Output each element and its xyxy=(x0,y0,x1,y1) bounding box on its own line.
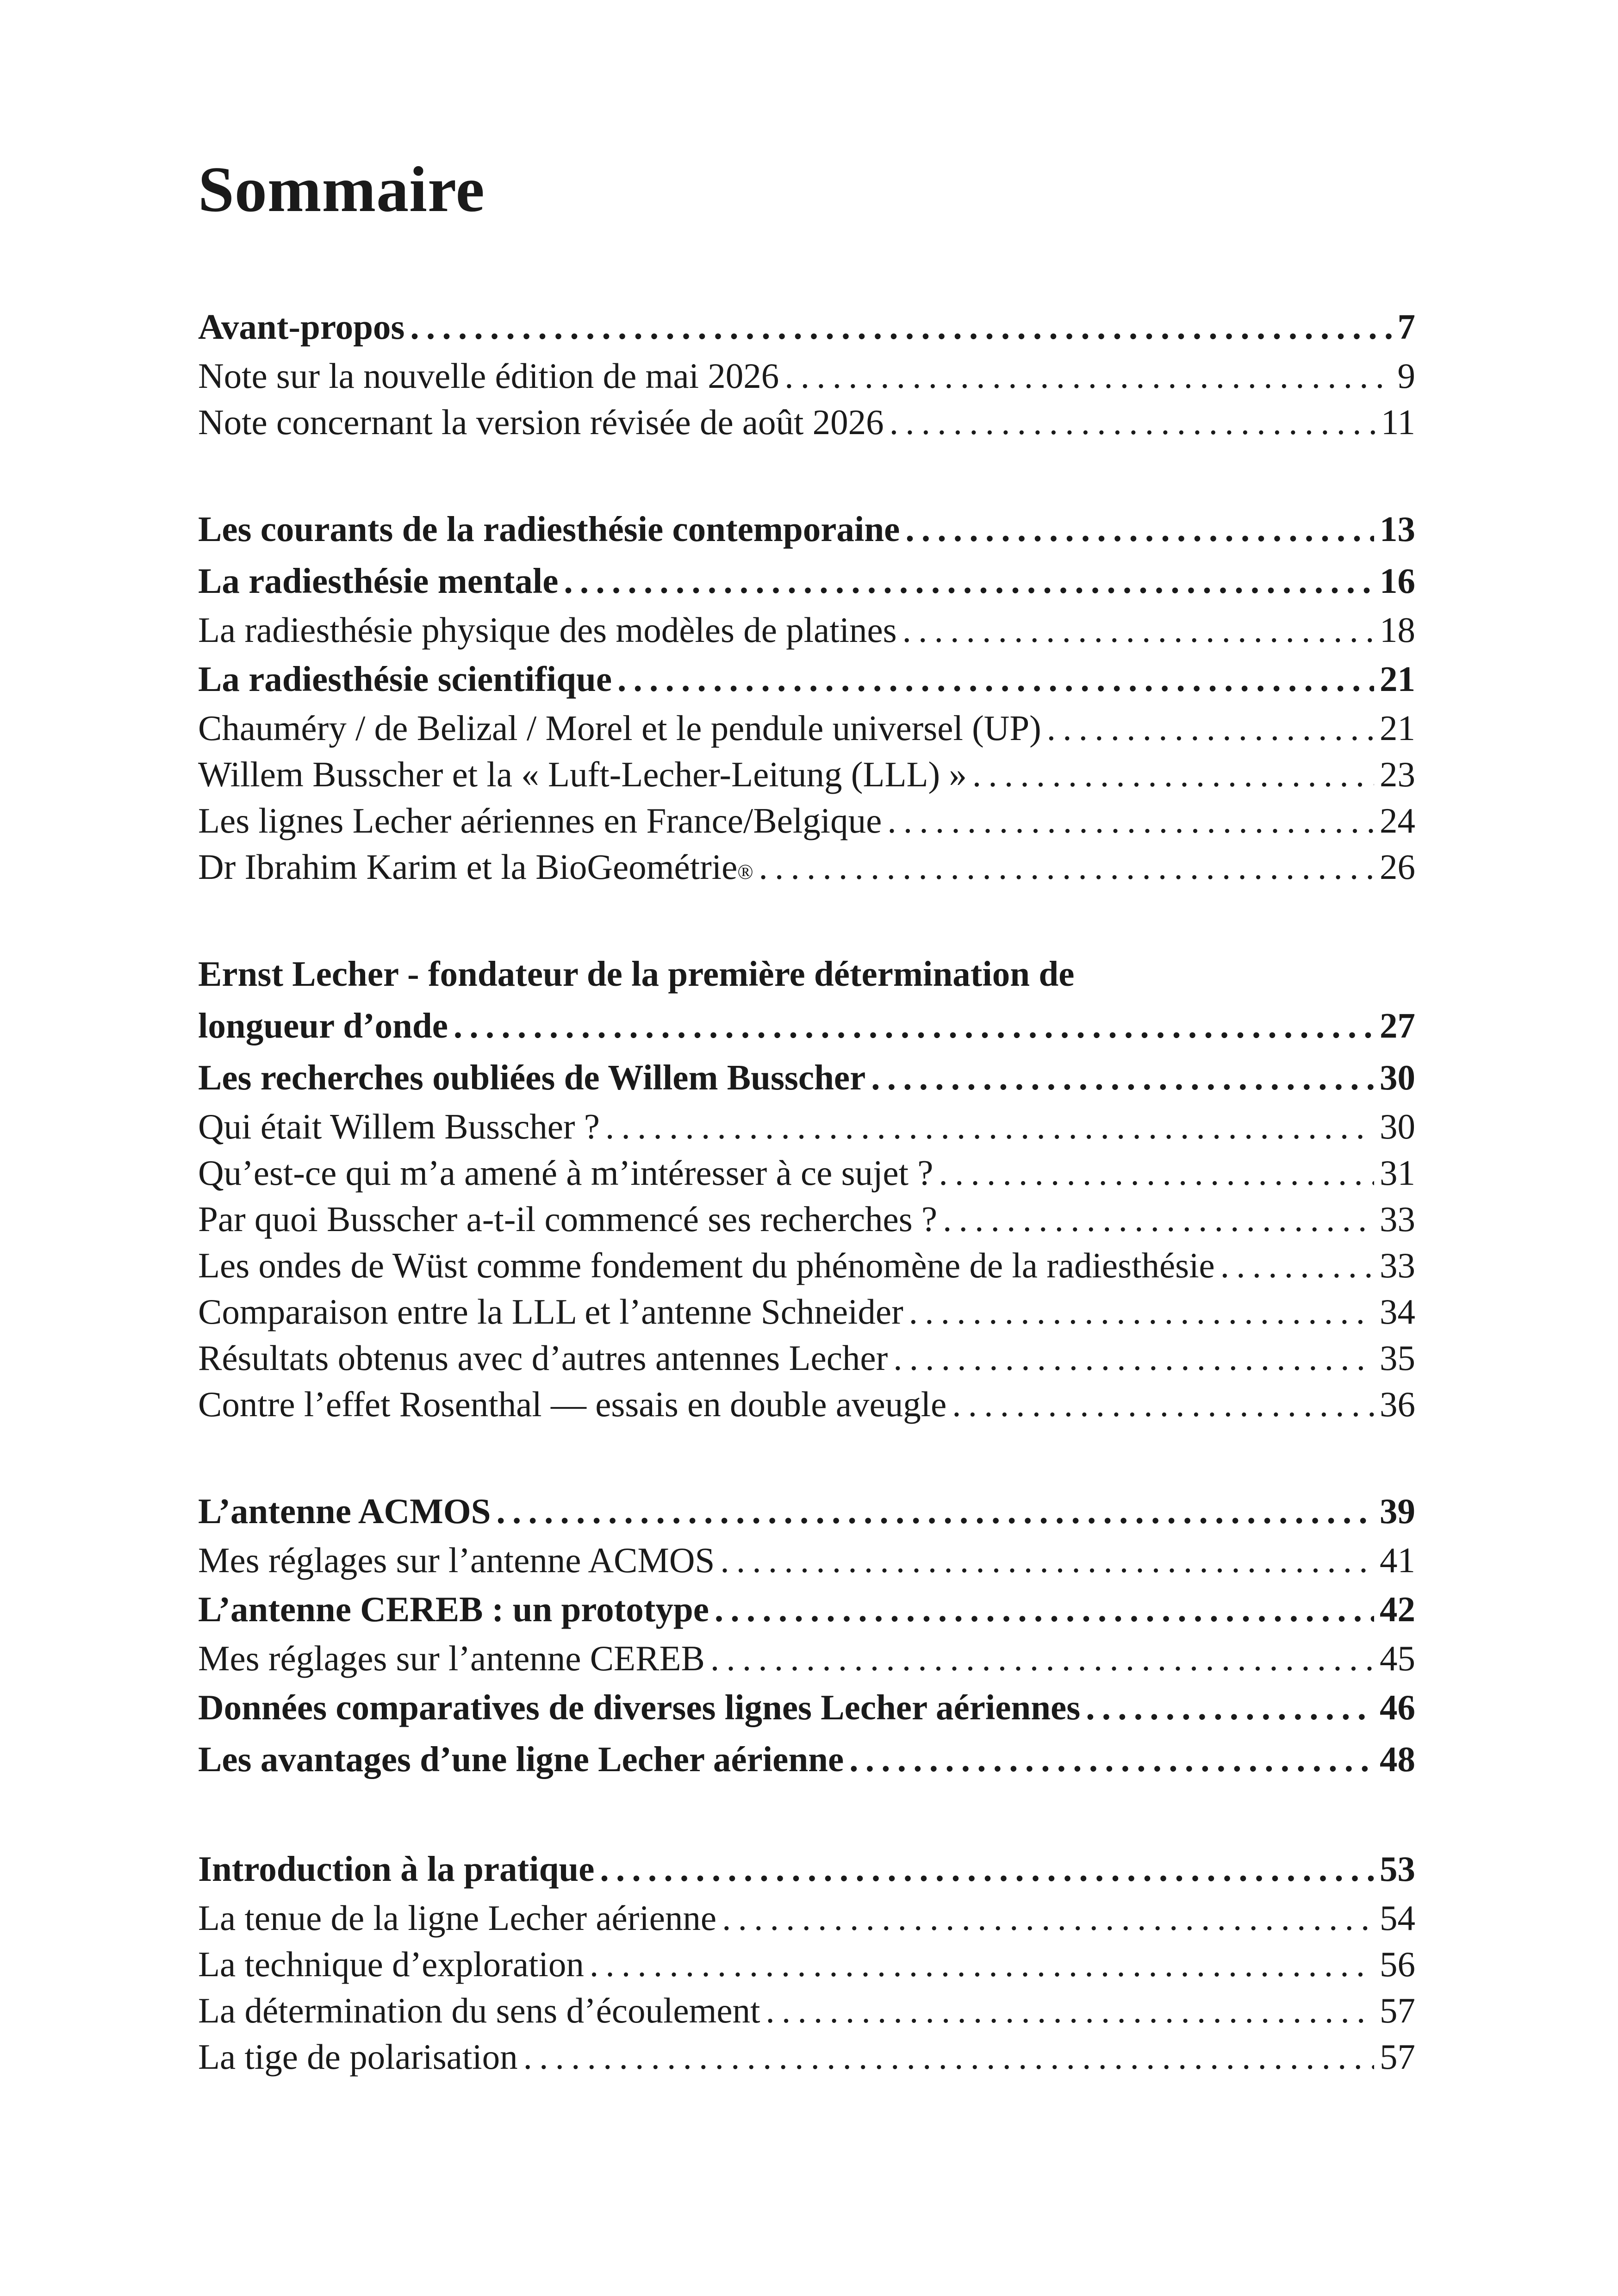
dot-leader xyxy=(890,399,1375,445)
toc-page-number: 34 xyxy=(1380,1292,1415,1332)
toc-page-number: 35 xyxy=(1380,1338,1415,1378)
toc-page-number: 30 xyxy=(1380,1107,1415,1146)
toc-heading-entry[interactable] xyxy=(198,1000,1415,1052)
toc-page-number: 23 xyxy=(1380,754,1415,794)
toc-entry-label: La radiesthésie mentale xyxy=(198,561,559,601)
dot-leader xyxy=(952,1381,1374,1427)
dot-leader xyxy=(523,2034,1374,2080)
dot-leader xyxy=(902,607,1374,653)
toc-entry-label: Les recherches oubliées de Willem Busscher xyxy=(198,1058,866,1097)
toc-heading-entry[interactable] xyxy=(198,1843,1415,1895)
toc-heading-entry[interactable] xyxy=(198,653,1415,705)
toc-page-number: 36 xyxy=(1380,1384,1415,1424)
toc-entry[interactable] xyxy=(198,1381,1415,1427)
toc-page-number: 11 xyxy=(1381,402,1415,442)
toc-section xyxy=(198,1843,1415,2080)
toc-entry-label: La radiesthésie scientifique xyxy=(198,659,612,699)
toc-entry-label: Comparaison entre la LLL et l’antenne Schneider xyxy=(198,1292,903,1332)
toc-entry[interactable] xyxy=(198,607,1415,653)
dot-leader xyxy=(1086,1681,1374,1733)
toc-page-number: 18 xyxy=(1380,610,1415,650)
toc-entry[interactable] xyxy=(198,1335,1415,1381)
toc-page-number: 57 xyxy=(1380,2037,1415,2077)
dot-leader xyxy=(410,301,1392,353)
toc-section xyxy=(198,301,1415,445)
toc-entry-label: L’antenne CEREB : un prototype xyxy=(198,1589,709,1629)
toc-entry-label: Les lignes Lecher aériennes en France/Belgique xyxy=(198,801,882,840)
toc-entry-label: Résultats obtenus avec d’autres antennes Lecher xyxy=(198,1338,888,1378)
toc-page-number: 33 xyxy=(1380,1199,1415,1239)
toc-entry-label: La détermination du sens d’écoulement xyxy=(198,1991,760,2030)
toc-heading-entry[interactable] xyxy=(198,555,1415,607)
toc-page-number: 30 xyxy=(1380,1058,1415,1097)
toc-page-number: 16 xyxy=(1380,561,1415,601)
toc-entry-label: La tenue de la ligne Lecher aérienne xyxy=(198,1898,717,1938)
toc-heading-entry[interactable] xyxy=(198,301,1415,353)
toc-heading-entry[interactable] xyxy=(198,1733,1415,1785)
dot-leader xyxy=(1047,705,1374,751)
toc-page-number: 57 xyxy=(1380,1991,1415,2030)
toc-page-number: 21 xyxy=(1380,708,1415,748)
toc-heading-entry[interactable] xyxy=(198,503,1415,555)
toc-page-number: 42 xyxy=(1380,1589,1415,1629)
toc-entry-label: Mes réglages sur l’antenne CEREB xyxy=(198,1638,705,1678)
toc-entry[interactable] xyxy=(198,705,1415,751)
toc-section xyxy=(198,503,1415,890)
dot-leader xyxy=(759,844,1374,890)
document-page xyxy=(198,154,1415,2138)
toc-entry[interactable] xyxy=(198,1196,1415,1242)
dot-leader xyxy=(943,1196,1374,1242)
toc-entry[interactable] xyxy=(198,1537,1415,1583)
dot-leader xyxy=(600,1843,1374,1895)
toc-heading-entry[interactable] xyxy=(198,948,1415,1000)
toc-page-number: 46 xyxy=(1380,1687,1415,1727)
dot-leader xyxy=(887,797,1374,844)
toc-entry-label: Avant-propos xyxy=(198,307,405,347)
dot-leader xyxy=(617,653,1374,705)
toc-page-number: 45 xyxy=(1380,1638,1415,1678)
toc-entry[interactable] xyxy=(198,2034,1415,2080)
toc-heading-entry[interactable] xyxy=(198,1681,1415,1733)
dot-leader xyxy=(710,1635,1374,1681)
toc-entry-label: Les avantages d’une ligne Lecher aérienne xyxy=(198,1739,844,1779)
dot-leader xyxy=(893,1335,1374,1381)
toc-page-number: 9 xyxy=(1397,356,1415,396)
dot-leader xyxy=(454,1000,1374,1052)
toc-entry-label: longueur d’onde xyxy=(198,1006,448,1045)
dot-leader xyxy=(765,1987,1374,2034)
toc-entry-label: Dr Ibrahim Karim et la BioGeométrie xyxy=(198,847,738,887)
dot-leader xyxy=(972,751,1374,797)
toc-entry-label: Contre l’effet Rosenthal — essais en double aveugle xyxy=(198,1384,947,1424)
toc-entry-label: La technique d’exploration xyxy=(198,1944,584,1984)
dot-leader xyxy=(849,1733,1374,1785)
toc-page-number: 39 xyxy=(1380,1491,1415,1531)
dot-leader xyxy=(564,555,1374,607)
toc-entry-label: Les ondes de Wüst comme fondement du phénomène de la radiesthésie xyxy=(198,1245,1215,1285)
toc-entry-label: Willem Busscher et la « Luft-Lecher-Leitung (LLL) » xyxy=(198,754,967,794)
toc-page-number: 24 xyxy=(1380,801,1415,840)
table-of-contents xyxy=(198,301,1415,2080)
toc-page-number: 41 xyxy=(1380,1540,1415,1580)
toc-entry-label: Les courants de la radiesthésie contemporaine xyxy=(198,509,900,549)
toc-entry[interactable]: Dr Ibrahim Karim et la BioGeométrie ® . . . 26 xyxy=(198,844,1415,890)
toc-entry-label: L’antenne ACMOS xyxy=(198,1491,491,1531)
dot-leader xyxy=(722,1895,1374,1941)
toc-page-number: 7 xyxy=(1397,307,1415,347)
toc-entry-label: Par quoi Busscher a-t-il commencé ses recherches ? xyxy=(198,1199,938,1239)
dot-leader xyxy=(590,1941,1374,1987)
toc-page-number: 56 xyxy=(1380,1944,1415,1984)
toc-entry-label: Qu’est-ce qui m’a amené à m’intéresser à ce sujet ? xyxy=(198,1153,933,1193)
toc-heading-entry[interactable] xyxy=(198,1485,1415,1537)
toc-entry[interactable] xyxy=(198,751,1415,797)
toc-page-number: 54 xyxy=(1380,1898,1415,1938)
dot-leader xyxy=(939,1150,1374,1196)
dot-leader xyxy=(1220,1242,1374,1288)
toc-page-number: 13 xyxy=(1380,509,1415,549)
toc-page-number: 31 xyxy=(1380,1153,1415,1193)
toc-entry-label: Chauméry / de Belizal / Morel et le pendule universel (UP) xyxy=(198,708,1041,748)
toc-entry-label: Note sur la nouvelle édition de mai 2026 xyxy=(198,356,779,396)
toc-entry[interactable] xyxy=(198,1635,1415,1681)
toc-page-number: 21 xyxy=(1380,659,1415,699)
dot-leader xyxy=(909,1288,1374,1335)
page-title: Sommaire xyxy=(198,154,485,225)
toc-entry-label: Ernst Lecher - fondateur de la première détermination de xyxy=(198,954,1075,994)
toc-entry[interactable] xyxy=(198,1242,1415,1288)
toc-entry[interactable] xyxy=(198,1288,1415,1335)
toc-entry-label: Mes réglages sur l’antenne ACMOS xyxy=(198,1540,715,1580)
dot-leader xyxy=(605,1103,1374,1150)
toc-entry[interactable] xyxy=(198,1941,1415,1987)
toc-entry-label: La tige de polarisation xyxy=(198,2037,518,2077)
toc-heading-entry[interactable] xyxy=(198,1052,1415,1103)
toc-entry[interactable] xyxy=(198,399,1415,445)
toc-section xyxy=(198,1485,1415,1785)
toc-page-number: 48 xyxy=(1380,1739,1415,1779)
toc-entry[interactable] xyxy=(198,1103,1415,1150)
toc-heading-entry[interactable] xyxy=(198,1583,1415,1635)
toc-page-number: 27 xyxy=(1380,1006,1415,1045)
toc-entry-label: La radiesthésie physique des modèles de platines xyxy=(198,610,897,650)
dot-leader xyxy=(905,503,1374,555)
toc-page-number: 26 xyxy=(1380,847,1415,887)
toc-entry-label: Qui était Willem Busscher ? xyxy=(198,1107,600,1146)
dot-leader xyxy=(715,1583,1374,1635)
dot-leader xyxy=(497,1485,1374,1537)
toc-entry[interactable] xyxy=(198,1150,1415,1196)
toc-entry[interactable] xyxy=(198,353,1415,399)
toc-section xyxy=(198,948,1415,1427)
toc-entry[interactable] xyxy=(198,1895,1415,1941)
toc-page-number: 33 xyxy=(1380,1245,1415,1285)
toc-entry-label: Note concernant la version révisée de août 2026 xyxy=(198,402,884,442)
toc-page-number: 53 xyxy=(1380,1849,1415,1889)
toc-entry-label: Données comparatives de diverses lignes Lecher aériennes xyxy=(198,1687,1081,1727)
dot-leader xyxy=(871,1052,1374,1103)
toc-entry[interactable] xyxy=(198,1987,1415,2034)
toc-entry[interactable] xyxy=(198,797,1415,844)
dot-leader xyxy=(720,1537,1374,1583)
toc-entry-label: Introduction à la pratique xyxy=(198,1849,595,1889)
dot-leader xyxy=(784,353,1392,399)
